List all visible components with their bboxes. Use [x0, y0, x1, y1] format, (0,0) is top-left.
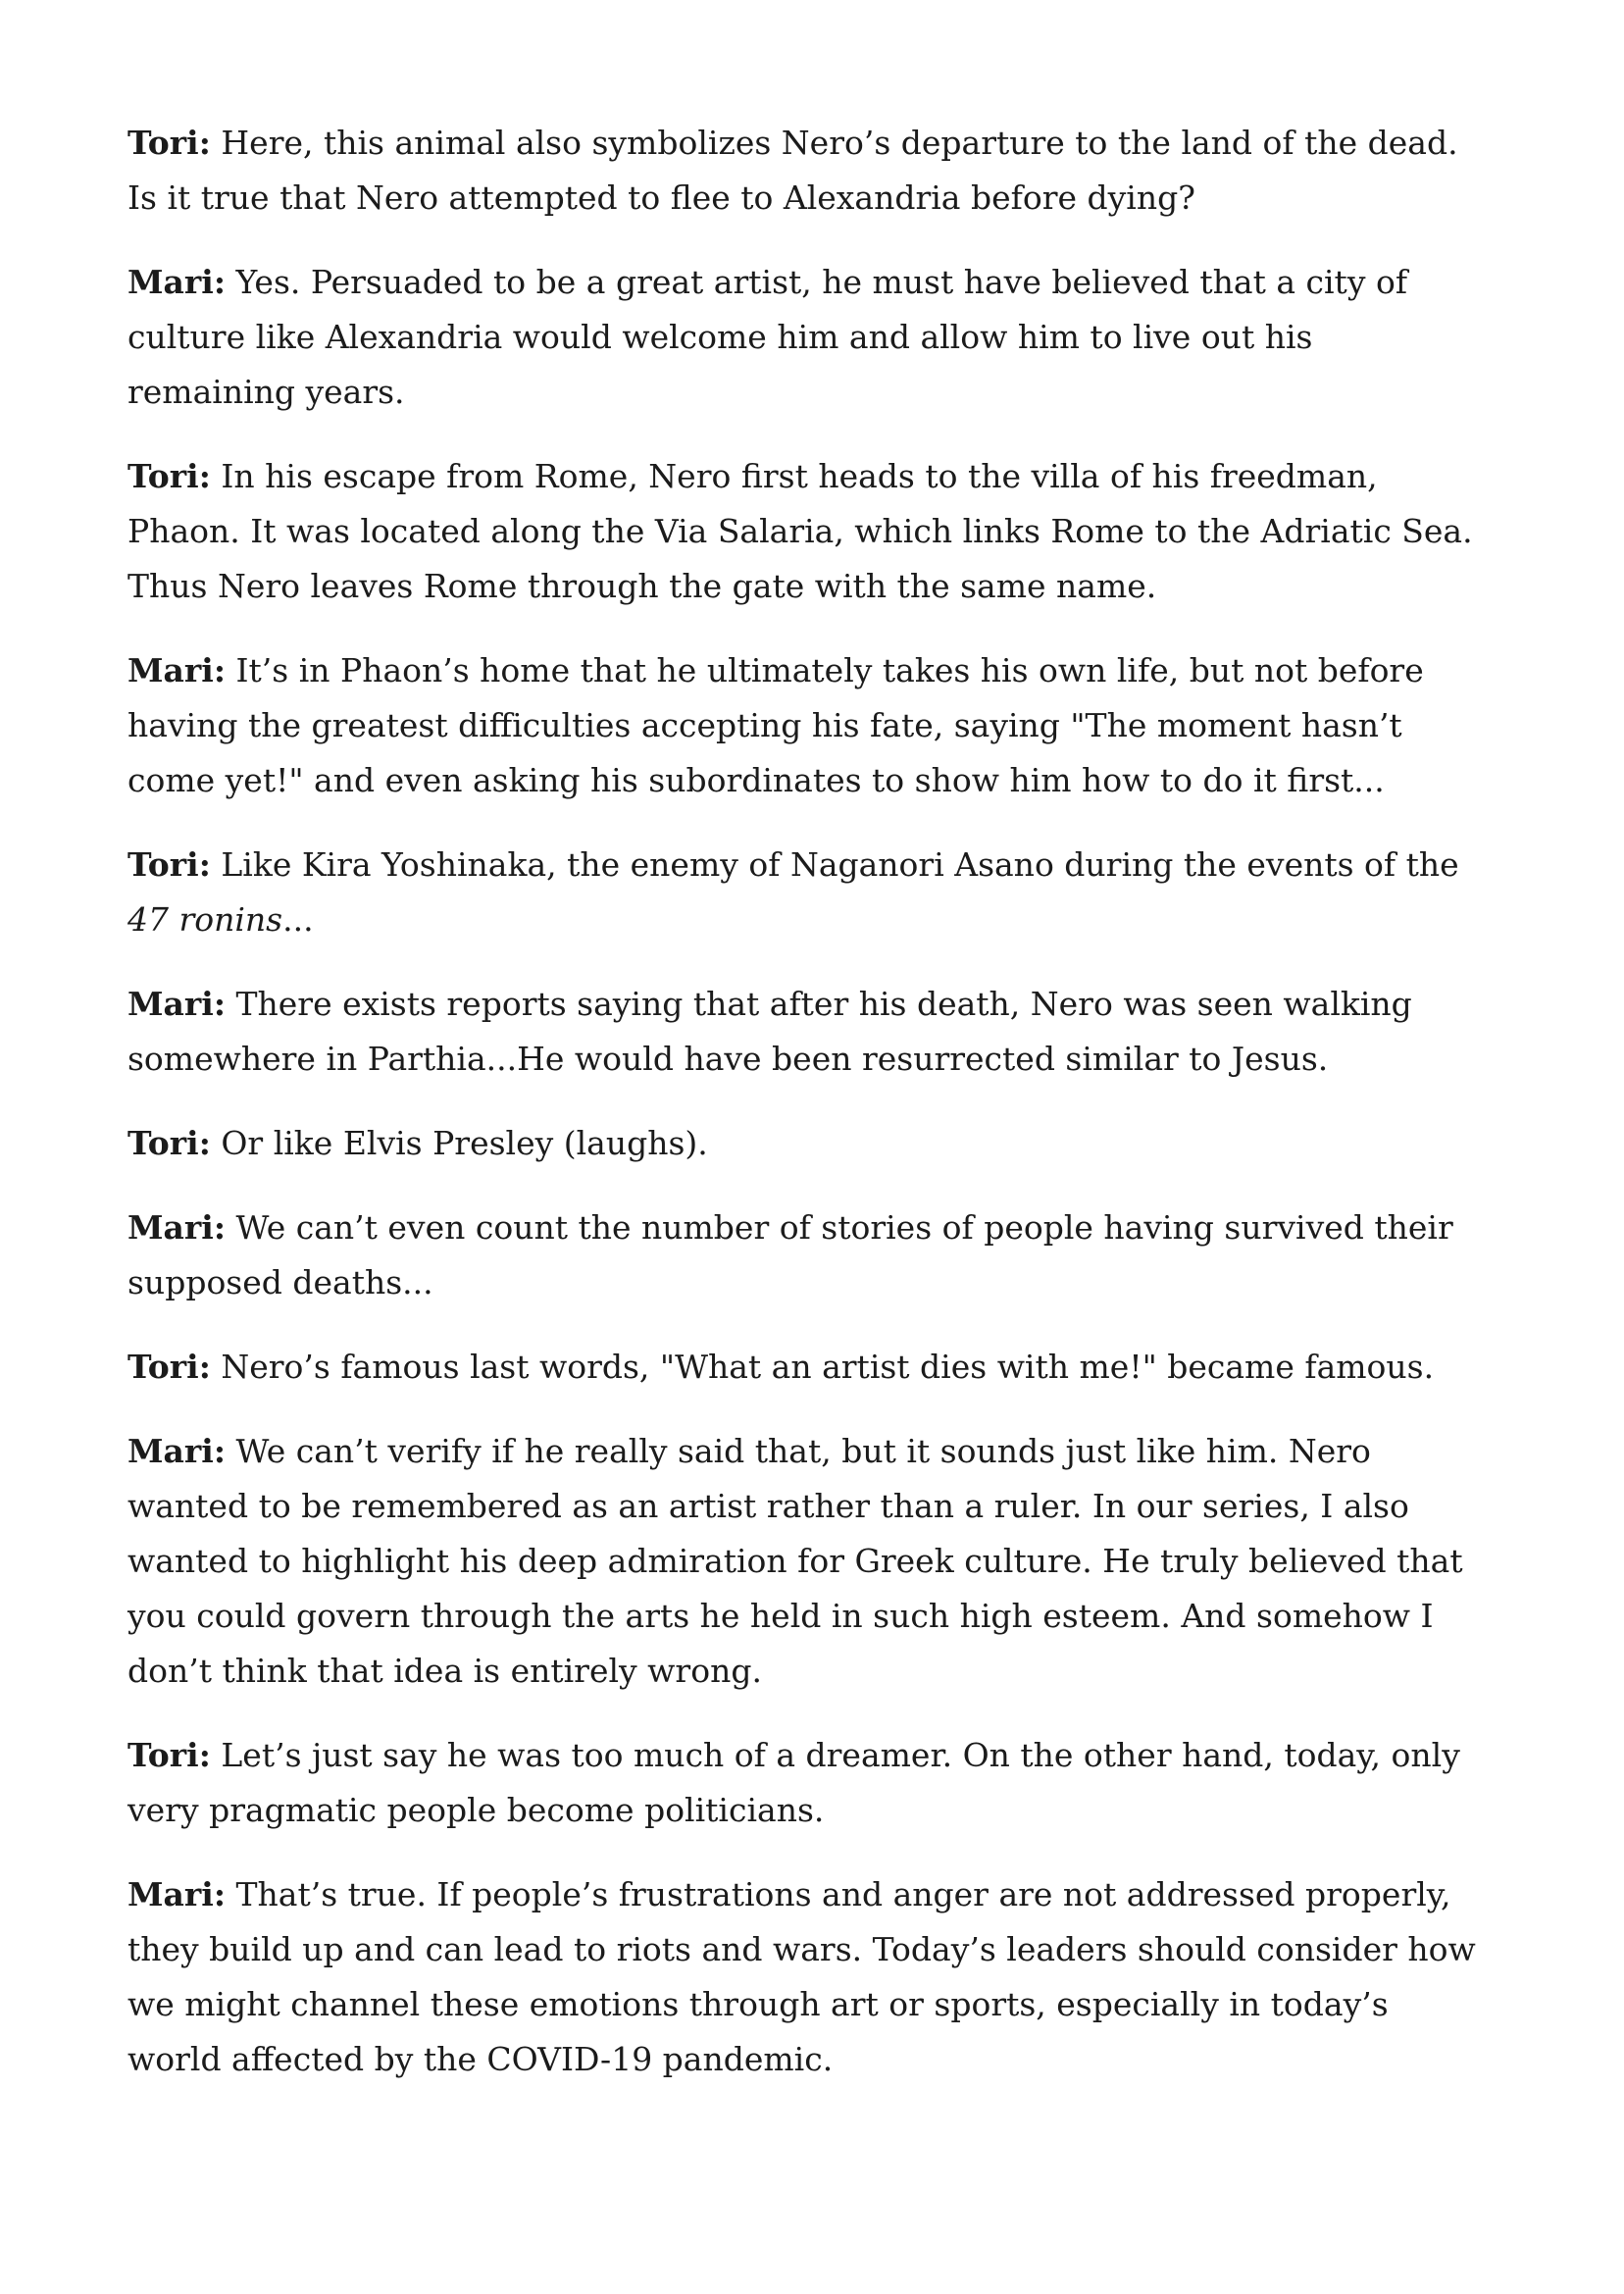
transcript-paragraph	[127, 449, 1479, 614]
speaker-label: Mari:	[127, 1432, 227, 1470]
paragraph-text: There exists reports saying that after his death, Nero was seen walking somewhere in Parthia...He would have been resurrected similar to Jesus.	[127, 985, 1412, 1078]
paragraph-text: Yes. Persuaded to be a great artist, he must have believed that a city of culture like Alexandria would welcome him and allow him to live out his remaining years.	[127, 263, 1408, 411]
transcript-paragraph	[127, 643, 1479, 808]
paragraph-text: Or like Elvis Presley (laughs).	[210, 1124, 708, 1162]
transcript-paragraph	[127, 1728, 1479, 1838]
transcript-paragraph	[127, 255, 1479, 420]
paragraph-text: Like Kira Yoshinaka, the enemy of Naganori Asano during the events of the	[210, 845, 1459, 884]
speaker-label: Tori:	[127, 1348, 211, 1386]
paragraph-text: In his escape from Rome, Nero first heads to the villa of his freedman, Phaon. It was located along the Via Salaria, which links Rome to the Adriatic Sea. Thus Nero leaves Rome through the gate with the same name.	[127, 457, 1473, 605]
paragraph-text: ...	[282, 900, 314, 939]
transcript-paragraph	[127, 1424, 1479, 1699]
paragraph-text: Let’s just say he was too much of a dreamer. On the other hand, today, only very pragmatic people become politicians.	[127, 1736, 1460, 1829]
speaker-label: Mari:	[127, 651, 227, 689]
paragraph-text: We can’t verify if he really said that, but it sounds just like him. Nero wanted to be remembered as an artist rather than a ruler. In our series, I also wanted to highlight his deep admiration for Greek culture. He truly believed that you could govern through the arts he held in such high esteem. And somehow I don’t think that idea is entirely wrong.	[127, 1432, 1463, 1690]
speaker-label: Tori:	[127, 124, 211, 162]
transcript-paragraph	[127, 1340, 1479, 1395]
speaker-label: Mari:	[127, 1875, 227, 1913]
transcript-paragraph	[127, 116, 1479, 226]
speaker-label: Tori:	[127, 457, 211, 495]
speaker-label: Tori:	[127, 1736, 211, 1774]
paragraph-text: We can’t even count the number of stories of people having survived their supposed deaths...	[127, 1208, 1453, 1301]
paragraph-text: Nero’s famous last words, "What an artist dies with me!" became famous.	[210, 1348, 1435, 1386]
speaker-label: Mari:	[127, 263, 227, 301]
paragraph-text: That’s true. If people’s frustrations and anger are not addressed properly, they build up and can lead to riots and wars. Today’s leaders should consider how we might channel these emotions through art or sports, especially in today’s world affected by the COVID-19 pandemic.	[127, 1875, 1476, 2078]
speaker-label: Mari:	[127, 985, 227, 1023]
transcript-paragraph	[127, 1867, 1479, 2087]
transcript-paragraph	[127, 1116, 1479, 1171]
transcript-paragraph	[127, 977, 1479, 1087]
speaker-label: Tori:	[127, 1124, 211, 1162]
speaker-label: Tori:	[127, 845, 211, 884]
paragraph-text: It’s in Phaon’s home that he ultimately takes his own life, but not before having the greatest difficulties accepting his fate, saying "The moment hasn’t come yet!" and even asking his subordinates to show him how to do it first...	[127, 651, 1424, 799]
italicized-work-title: 47 ronins	[127, 900, 283, 939]
paragraph-text: Here, this animal also symbolizes Nero’s departure to the land of the dead. Is it true that Nero attempted to flee to Alexandria before dying?	[127, 124, 1458, 217]
transcript-paragraph	[127, 1200, 1479, 1310]
transcript-paragraph	[127, 838, 1479, 947]
speaker-label: Mari:	[127, 1208, 227, 1247]
